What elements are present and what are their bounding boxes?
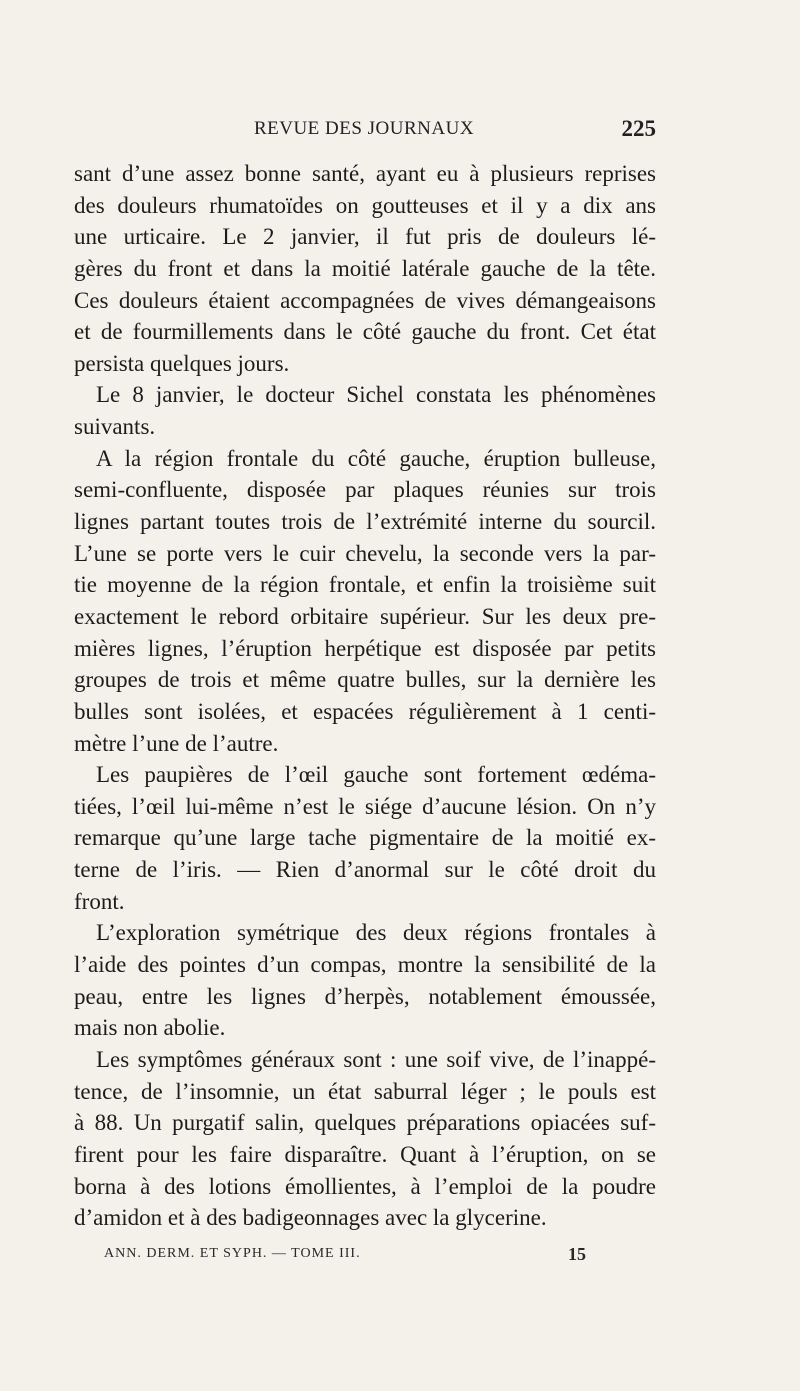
signature-mark: 15 — [568, 1244, 586, 1264]
text-line: tence, de l’insomnie, un état saburral léger ; le pouls est — [74, 1078, 656, 1104]
text-line: peau, entre les lignes d’herpès, notablement émoussée, — [74, 983, 656, 1009]
text-line: Ces douleurs étaient accompagnées de vives démangeaisons — [74, 287, 656, 313]
page-footer — [104, 1244, 586, 1268]
text-line: mais non abolie. — [74, 1015, 226, 1041]
text-line: remarque qu’une large tache pigmentaire de la moitié ex- — [74, 825, 656, 851]
page-number: 225 — [621, 116, 656, 141]
text-line: mières lignes, l’éruption herpétique est disposée par petits — [74, 635, 656, 661]
text-line: L’exploration symétrique des deux régions frontales à — [96, 920, 656, 946]
running-title: REVUE DES JOURNAUX — [253, 118, 475, 139]
text-line: une urticaire. Le 2 janvier, il fut pris de douleurs lé- — [74, 224, 656, 250]
text-line: groupes de trois et même quatre bulles, sur la dernière les — [74, 667, 656, 693]
text-line: des douleurs rhumatoïdes on goutteuses et il y a dix ans — [74, 192, 656, 218]
body-text — [74, 158, 656, 1234]
text-line: persista quelques jours. — [74, 350, 290, 376]
text-line: L’une se porte vers le cuir chevelu, la seconde vers la par- — [74, 540, 656, 566]
text-line: tie moyenne de la région frontale, et enfin la troisième suit — [74, 572, 656, 598]
journal-citation: ANN. DERM. ET SYPH. — TOME III. — [104, 1246, 361, 1261]
text-line: Les symptômes généraux sont : une soif vive, de l’inappé- — [96, 1046, 656, 1072]
text-line: firent pour les faire disparaître. Quant à l’éruption, on se — [74, 1141, 656, 1167]
text-line: l’aide des pointes d’un compas, montre la sensibilité de la — [74, 952, 656, 978]
text-line: Les paupières de l’œil gauche sont fortement œdéma- — [96, 762, 656, 788]
text-line: semi-confluente, disposée par plaques réunies sur trois — [74, 477, 656, 503]
text-line: d’amidon et à des badigeonnages avec la glycerine. — [74, 1205, 547, 1231]
text-line: mètre l’une de l’autre. — [74, 730, 279, 756]
text-line: lignes partant toutes trois de l’extrémité interne du sourcil. — [74, 509, 656, 535]
text-line: terne de l’iris. — Rien d’anormal sur le côté droit du — [74, 857, 656, 883]
text-line: borna à des lotions émollientes, à l’emploi de la poudre — [74, 1173, 656, 1199]
text-line: tiées, l’œil lui-même n’est le siége d’aucune lésion. On n’y — [74, 793, 656, 819]
text-line: suivants. — [74, 414, 156, 440]
text-line: Le 8 janvier, le docteur Sichel constata les phénomènes — [96, 382, 656, 408]
text-line: bulles sont isolées, et espacées régulièrement à 1 centi- — [74, 698, 656, 724]
text-line: à 88. Un purgatif salin, quelques préparations opiacées suf- — [74, 1110, 656, 1136]
text-line: et de fourmillements dans le côté gauche du front. Cet état — [74, 319, 656, 345]
text-line: A la région frontale du côté gauche, éruption bulleuse, — [96, 445, 656, 471]
text-line: front. — [74, 888, 125, 914]
text-line: gères du front et dans la moitié latérale gauche de la tête. — [74, 255, 656, 281]
text-line: exactement le rebord orbitaire supérieur. Sur les deux pre- — [74, 603, 656, 629]
page-header — [72, 118, 656, 148]
text-line: sant d’une assez bonne santé, ayant eu à plusieurs reprises — [74, 161, 656, 186]
